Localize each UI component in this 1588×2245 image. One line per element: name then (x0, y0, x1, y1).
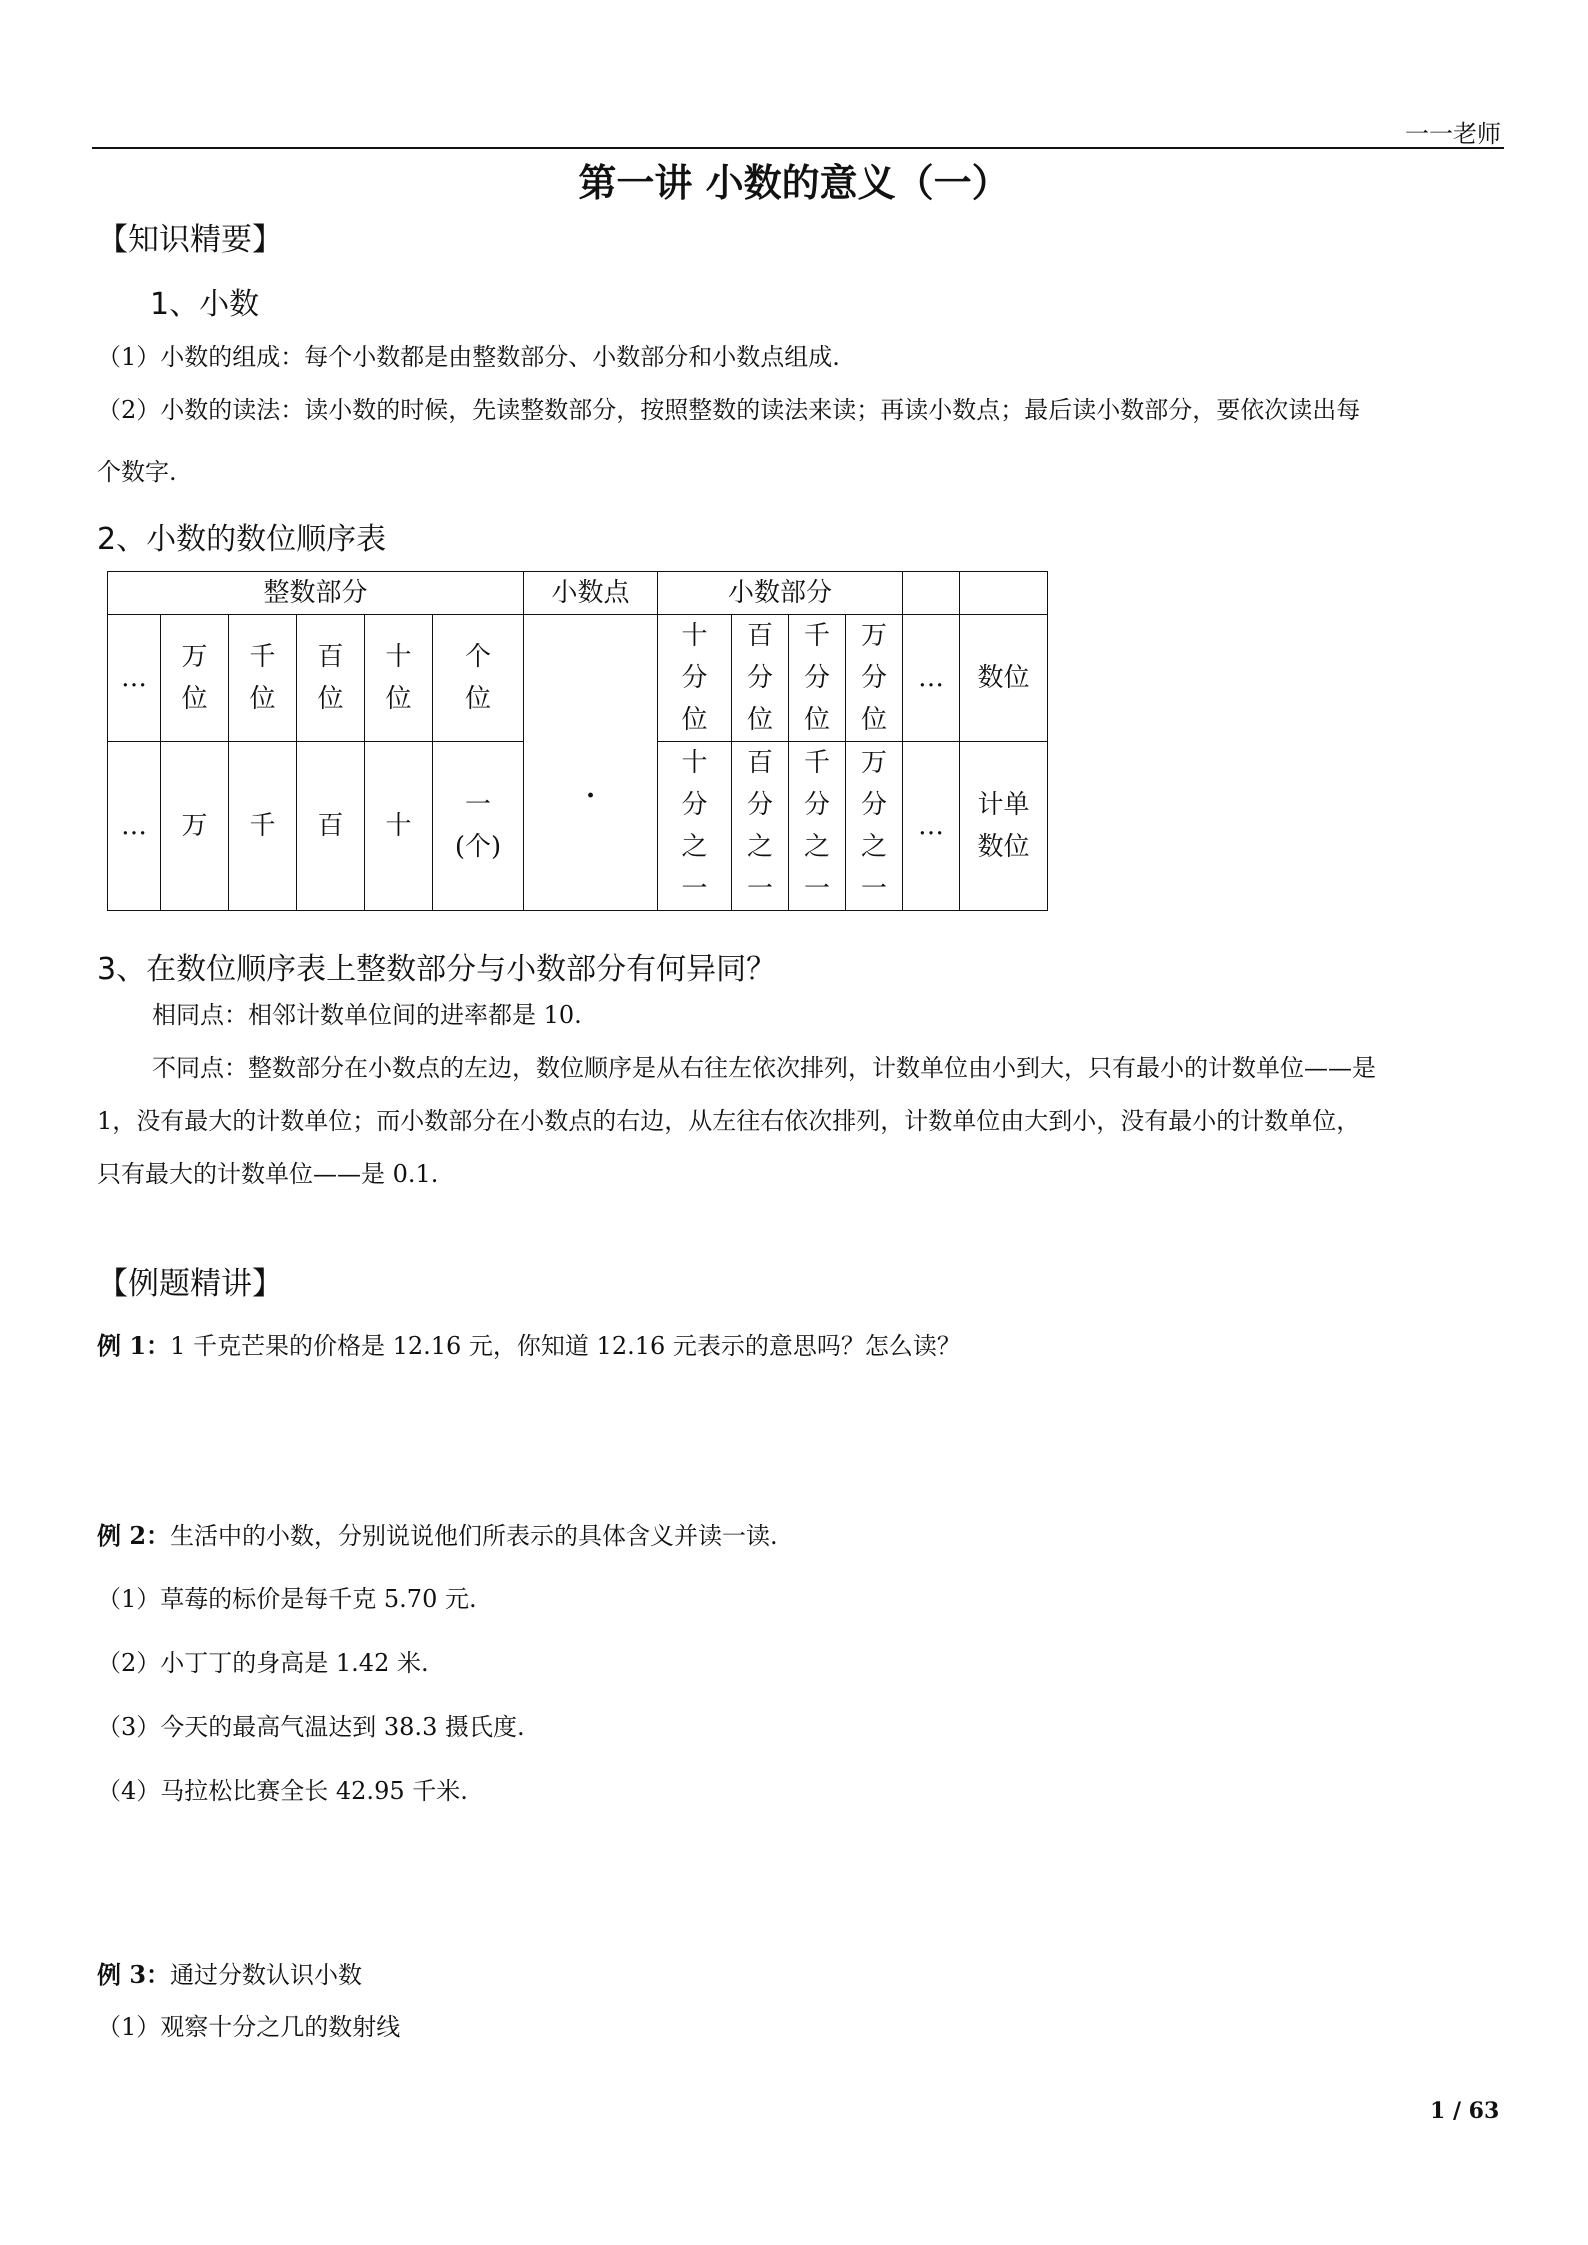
unit-ge: 一 (个) (433, 742, 524, 911)
point1-line2: （2）小数的读法：读小数的时候，先读整数部分，按照整数的读法来读；再读小数点；最后读小数部分，要依次读出每 (97, 396, 1361, 424)
example-2-item: （3）今天的最高气温达到 38.3 摄氏度. (97, 1713, 525, 1741)
unit-ellipsis-left: … (108, 742, 161, 911)
point3-diff-line1: 不同点：整数部分在小数点的左边，数位顺序是从右往左依次排列，计数单位由小到大，只有最小的计数单位——是 (152, 1054, 1376, 1082)
place-ellipsis-right: … (903, 615, 960, 742)
example-3-label: 例 3： (97, 1960, 171, 1989)
section-heading-examples: 【例题精讲】 (97, 1266, 283, 1302)
unit-hundredths: 百 分 之 一 (732, 742, 789, 911)
decimal-point-header: 小数点 (524, 572, 658, 615)
unit-shi: 十 (365, 742, 433, 911)
header-teacher-name: 一一老师 (1405, 120, 1501, 148)
unit-qian: 千 (229, 742, 297, 911)
place-thousandths: 千 分 位 (789, 615, 846, 742)
point2-title: 2、小数的数位顺序表 (97, 522, 387, 557)
place-tenths: 十 分 位 (658, 615, 732, 742)
page-title: 第一讲 小数的意义（一） (578, 161, 1010, 205)
example-2-item: （4）马拉松比赛全长 42.95 千米. (97, 1777, 468, 1805)
place-row-label: 数位 (960, 615, 1048, 742)
example-3-text: 通过分数认识小数 (170, 1961, 363, 1989)
point1-line1: （1）小数的组成：每个小数都是由整数部分、小数部分和小数点组成. (97, 343, 840, 371)
example-1-label: 例 1： (97, 1331, 171, 1360)
place-value-table (107, 571, 1048, 911)
decimal-point-cell: · (524, 615, 658, 911)
decimal-part-header: 小数部分 (658, 572, 903, 615)
point3-same: 相同点：相邻计数单位间的进率都是 10. (152, 1001, 582, 1029)
place-hundredths: 百 分 位 (732, 615, 789, 742)
unit-bai: 百 (297, 742, 365, 911)
unit-row-label: 计单 数位 (960, 742, 1048, 911)
place-shi: 十 位 (365, 615, 433, 742)
example-1-text: 1 千克芒果的价格是 12.16 元，你知道 12.16 元表示的意思吗？怎么读？ (170, 1332, 961, 1360)
point3-diff-line2: 1，没有最大的计数单位；而小数部分在小数点的右边，从左往右依次排列，计数单位由大到小，没有最小的计数单位， (97, 1107, 1361, 1135)
unit-tenths: 十 分 之 一 (658, 742, 732, 911)
page-number: 1 / 63 (1430, 2098, 1500, 2124)
example-1 (97, 1326, 961, 1361)
place-ellipsis-left: … (108, 615, 161, 742)
point1-title: 1、小数 (150, 287, 260, 322)
example-2-text: 生活中的小数，分别说说他们所表示的具体含义并读一读. (170, 1522, 778, 1550)
point1-line2-cont: 个数字. (97, 458, 177, 486)
point3-title: 3、在数位顺序表上整数部分与小数部分有何异同？ (97, 952, 777, 987)
header-divider (92, 147, 1504, 149)
unit-tenthousandths: 万 分 之 一 (846, 742, 903, 911)
section-heading-knowledge: 【知识精要】 (97, 222, 283, 258)
unit-thousandths: 千 分 之 一 (789, 742, 846, 911)
example-2-item: （1）草莓的标价是每千克 5.70 元. (97, 1585, 477, 1613)
integer-part-header: 整数部分 (108, 572, 524, 615)
place-ge: 个 位 (433, 615, 524, 742)
point3-diff-line3: 只有最大的计数单位——是 0.1. (97, 1160, 439, 1188)
place-tenthousandths: 万 分 位 (846, 615, 903, 742)
example-2-item: （2）小丁丁的身高是 1.42 米. (97, 1649, 429, 1677)
unit-wan: 万 (161, 742, 229, 911)
blank-header-cell (960, 572, 1048, 615)
example-2-label: 例 2： (97, 1521, 171, 1550)
place-bai: 百 位 (297, 615, 365, 742)
place-qian: 千 位 (229, 615, 297, 742)
place-wan: 万 位 (161, 615, 229, 742)
blank-header-cell (903, 572, 960, 615)
example-2 (97, 1516, 778, 1551)
unit-ellipsis-right: … (903, 742, 960, 911)
example-3-item1: （1）观察十分之几的数射线 (97, 2013, 401, 2041)
example-3 (97, 1955, 362, 1990)
